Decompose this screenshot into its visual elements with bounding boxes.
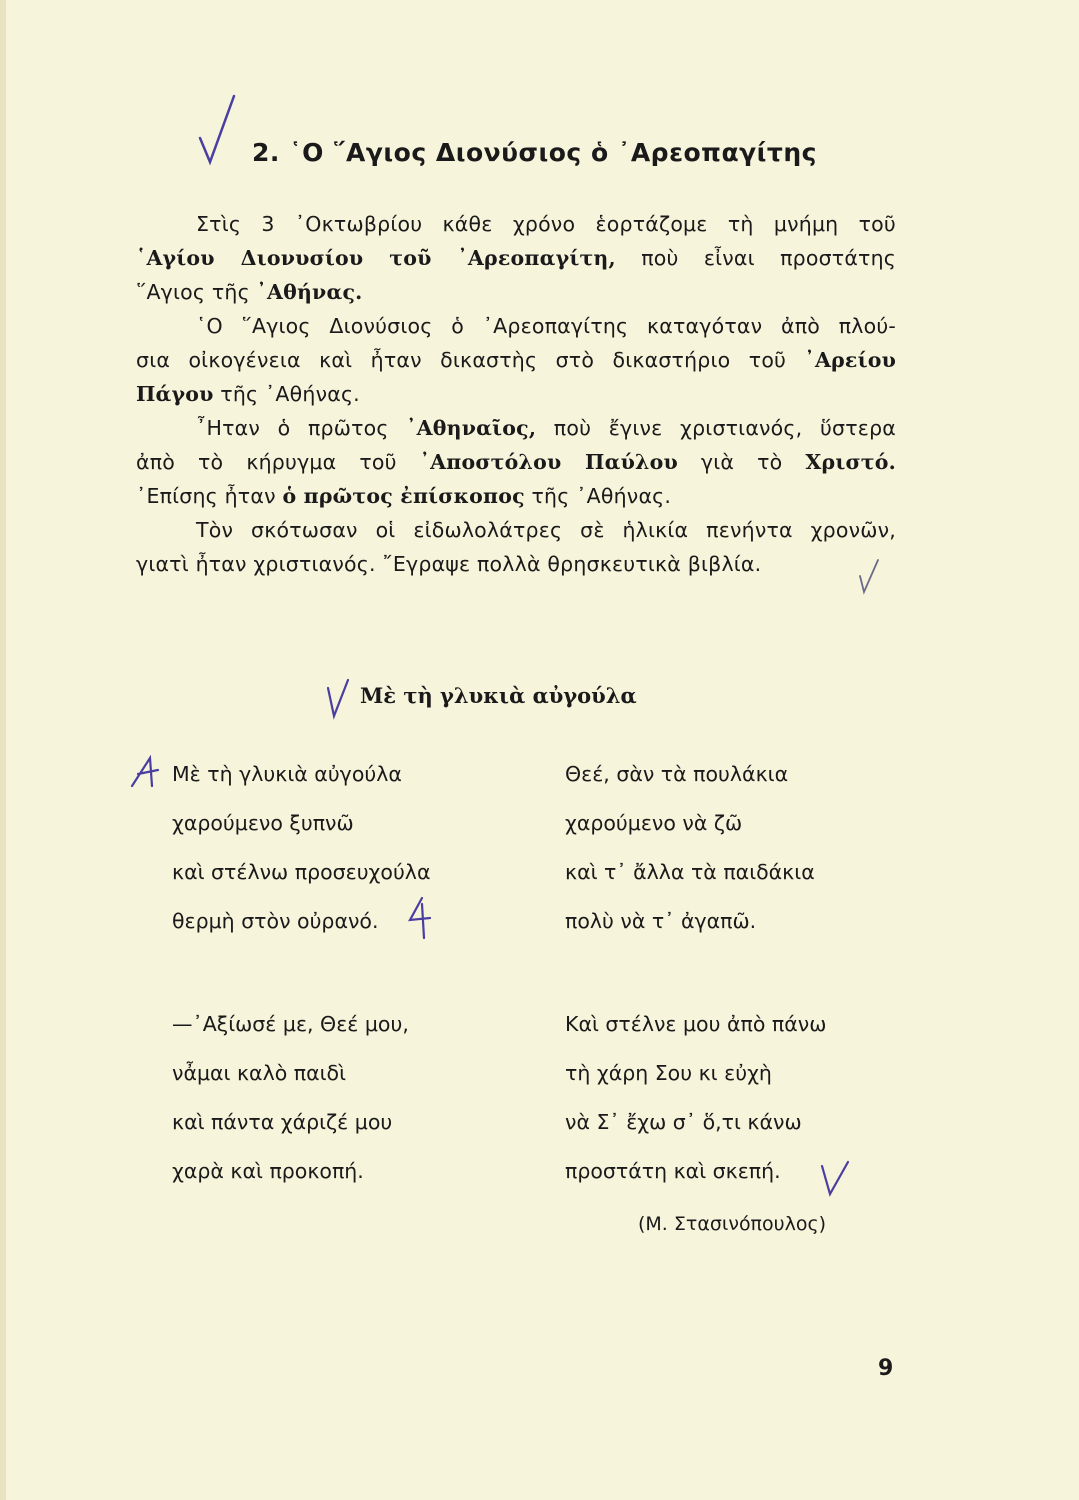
poem-line: Καὶ στέλνε μου ἀπὸ πάνω bbox=[565, 1012, 827, 1036]
bold-span: ᾿Αποστόλου Παύλου bbox=[419, 450, 678, 474]
text-line bbox=[136, 479, 896, 513]
bold-span: ῾Αγίου Διονυσίου τοῦ ᾿Αρεοπαγίτη, bbox=[136, 246, 616, 270]
text-line bbox=[136, 275, 896, 309]
text-span: ἀπὸ τὸ κήρυγμα τοῦ bbox=[136, 450, 420, 474]
grade-mark-4 bbox=[404, 894, 434, 942]
section-heading: 2. ῾Ο ῞Αγιος Διονύσιος ὁ ᾿Αρεοπαγίτης bbox=[252, 138, 817, 167]
text-line bbox=[136, 377, 896, 411]
text-span: ῾Ο ῞Αγιος Διονύσιος ὁ ᾿Αρεοπαγίτης καταγόταν ἀπὸ πλού- bbox=[196, 314, 896, 338]
bold-span: Πάγου bbox=[136, 382, 214, 406]
text-span: ποὺ εἶναι προστάτης bbox=[615, 246, 896, 270]
text-span: Στὶς 3 ᾿Οκτωβρίου κάθε χρόνο ἑορτάζομε τὴ μνήμη τοῦ bbox=[196, 212, 896, 236]
poem-line: —᾿Αξίωσέ με, Θεέ μου, bbox=[172, 1012, 409, 1036]
poem-stanza-3 bbox=[172, 1000, 409, 1196]
poem-stanza-4 bbox=[565, 1000, 826, 1196]
poem-author: (Μ. Στασινόπουλος) bbox=[638, 1213, 827, 1235]
text-span: σια οἰκογένεια καὶ ἦταν δικαστὴς στὸ δικαστήριο τοῦ bbox=[136, 348, 805, 372]
check-mark-heading bbox=[196, 92, 244, 168]
text-span: τῆς ᾿Αθήνας. bbox=[213, 382, 360, 406]
poem-line: Μὲ τὴ γλυκιὰ αὐγούλα bbox=[172, 762, 402, 786]
check-mark-poem-end bbox=[818, 1156, 852, 1200]
poem-line: προστάτη καὶ σκεπή. bbox=[565, 1159, 781, 1183]
poem-line: πολὺ νὰ τ᾿ ἀγαπῶ. bbox=[565, 909, 757, 933]
poem-line: καὶ τ᾿ ἄλλα τὰ παιδάκια bbox=[565, 860, 815, 884]
text-line bbox=[136, 445, 896, 479]
page-edge bbox=[0, 0, 6, 1500]
check-mark-paragraph-end bbox=[856, 556, 882, 596]
bold-span: Χριστό. bbox=[805, 450, 896, 474]
page-number: 9 bbox=[878, 1356, 894, 1381]
text-span: γιὰ τὸ bbox=[677, 450, 806, 474]
text-span: ῞Αγιος τῆς bbox=[136, 280, 257, 304]
text-span: Τὸν σκότωσαν οἱ εἰδωλολάτρες σὲ ἡλικία πενήντα χρονῶν, bbox=[196, 518, 896, 542]
bold-span: ᾿Αθηναῖος, bbox=[406, 416, 537, 440]
biography-paragraph bbox=[136, 207, 896, 581]
bold-span: ᾿Αθήνας. bbox=[256, 280, 363, 304]
check-mark-poem-title bbox=[324, 676, 352, 720]
text-line bbox=[136, 207, 896, 241]
text-line bbox=[136, 513, 896, 547]
poem-line: καὶ πάντα χάριζέ μου bbox=[172, 1110, 393, 1134]
text-span: τῆς ᾿Αθήνας. bbox=[524, 484, 672, 508]
poem-title: Μὲ τὴ γλυκιὰ αὐγούλα bbox=[360, 683, 637, 708]
grade-mark-a bbox=[128, 752, 168, 792]
text-line bbox=[136, 309, 896, 343]
poem-line: καὶ στέλνω προσευχούλα bbox=[172, 860, 431, 884]
poem-line: Θεέ, σὰν τὰ πουλάκια bbox=[565, 762, 789, 786]
bold-span: ὁ πρῶτος ἐπίσκοπος bbox=[282, 484, 525, 508]
poem-line: τὴ χάρη Σου κι εὐχὴ bbox=[565, 1061, 772, 1085]
poem-line: χαρούμενο νὰ ζῶ bbox=[565, 811, 743, 835]
poem-line: θερμὴ στὸν οὐρανό. bbox=[172, 909, 379, 933]
text-line bbox=[136, 547, 896, 581]
text-line bbox=[136, 411, 896, 445]
text-span: ᾿Επίσης ἦταν bbox=[136, 484, 283, 508]
poem-line: νἆμαι καλὸ παιδὶ bbox=[172, 1061, 347, 1085]
text-span: ῏Ηταν ὁ πρῶτος bbox=[196, 416, 407, 440]
text-span: γιατὶ ἦταν χριστιανός. ῎Εγραψε πολλὰ θρησκευτικὰ βιβλία. bbox=[136, 552, 762, 576]
poem-line: χαρούμενο ξυπνῶ bbox=[172, 811, 354, 835]
bold-span: ᾿Αρείου bbox=[804, 348, 896, 372]
poem-stanza-1 bbox=[172, 750, 430, 946]
poem-line: χαρὰ καὶ προκοπή. bbox=[172, 1159, 364, 1183]
poem-line: νὰ Σ᾿ ἔχω σ᾿ ὅ,τι κάνω bbox=[565, 1110, 802, 1134]
text-span: ποὺ ἔγινε χριστιανός, ὕστερα bbox=[536, 416, 896, 440]
text-line bbox=[136, 343, 896, 377]
text-line bbox=[136, 241, 896, 275]
poem-stanza-2 bbox=[565, 750, 815, 946]
